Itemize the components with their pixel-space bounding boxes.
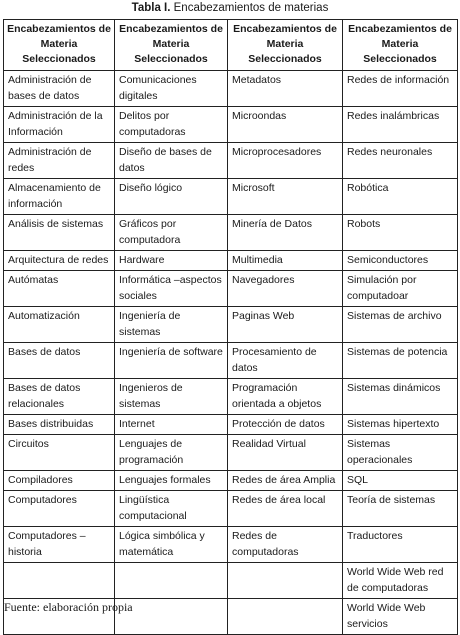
table-cell: Multimedia xyxy=(228,251,343,271)
table-cell: Administración de bases de datos xyxy=(4,71,115,107)
table-row xyxy=(4,563,458,599)
table-cell: Delitos por computadoras xyxy=(115,107,228,143)
table-cell: Metadatos xyxy=(228,71,343,107)
subject-headings-table xyxy=(3,19,458,635)
table-cell: Internet xyxy=(115,415,228,435)
table-cell: Simulación por computadoar xyxy=(343,271,458,307)
table-cell: Redes de área Amplia xyxy=(228,471,343,491)
table-cell xyxy=(228,563,343,599)
table-cell: Gráficos por computadora xyxy=(115,215,228,251)
table-cell: Informática –aspectos sociales xyxy=(115,271,228,307)
column-header: Encabezamientos de Materia Seleccionados xyxy=(343,20,458,71)
table-cell: Ingeniería de sistemas xyxy=(115,307,228,343)
table-cell: Bases de datos xyxy=(4,343,115,379)
table-cell: Sistemas operacionales xyxy=(343,435,458,471)
table-cell: Bases distribuidas xyxy=(4,415,115,435)
table-cell: Administración de redes xyxy=(4,143,115,179)
table-cell: Autómatas xyxy=(4,271,115,307)
table-row xyxy=(4,143,458,179)
table-cell: Microsoft xyxy=(228,179,343,215)
table-row xyxy=(4,71,458,107)
table-cell: Sistemas hipertexto xyxy=(343,415,458,435)
table-cell: Ingeniería de software xyxy=(115,343,228,379)
table-cell: Microprocesadores xyxy=(228,143,343,179)
table-cell: Protección de datos xyxy=(228,415,343,435)
table-cell: Lingüística computacional xyxy=(115,491,228,527)
column-header: Encabezamientos de Materia Seleccionados xyxy=(4,20,115,71)
table-cell: Compiladores xyxy=(4,471,115,491)
table-cell: World Wide Web servicios xyxy=(343,599,458,635)
table-cell: Lenguajes de programación xyxy=(115,435,228,471)
source-note: Fuente: elaboración propia xyxy=(4,600,133,614)
table-row xyxy=(4,107,458,143)
table-cell: Teoría de sistemas xyxy=(343,491,458,527)
table-cell: Sistemas de potencia xyxy=(343,343,458,379)
table-cell: Sistemas de archivo xyxy=(343,307,458,343)
header-row xyxy=(4,20,458,71)
table-cell: Ingenieros de sistemas xyxy=(115,379,228,415)
table-cell xyxy=(115,563,228,599)
table-cell: Bases de datos relacionales xyxy=(4,379,115,415)
table-cell: Redes de computadoras xyxy=(228,527,343,563)
table-cell: Administración de la Información xyxy=(4,107,115,143)
table-caption-label: Tabla I. xyxy=(131,2,171,14)
table-cell: Análisis de sistemas xyxy=(4,215,115,251)
table-cell xyxy=(4,563,115,599)
table-cell: Almacenamiento de información xyxy=(4,179,115,215)
table-row xyxy=(4,343,458,379)
table-cell: Traductores xyxy=(343,527,458,563)
table-row xyxy=(4,491,458,527)
table-cell: Diseño lógico xyxy=(115,179,228,215)
table-cell: Robots xyxy=(343,215,458,251)
table-cell: Automatización xyxy=(4,307,115,343)
table-cell: Diseño de bases de datos xyxy=(115,143,228,179)
table-row xyxy=(4,251,458,271)
table-cell: Robótica xyxy=(343,179,458,215)
table-caption xyxy=(0,1,460,15)
table-cell: Arquitectura de redes xyxy=(4,251,115,271)
table-cell: Programación orientada a objetos xyxy=(228,379,343,415)
table-cell: Sistemas dinámicos xyxy=(343,379,458,415)
table-cell: Computadores –historia xyxy=(4,527,115,563)
table-caption-text: Encabezamientos de materias xyxy=(170,2,329,14)
table-row xyxy=(4,435,458,471)
table-cell: Redes neuronales xyxy=(343,143,458,179)
table-cell: Redes de área local xyxy=(228,491,343,527)
table-cell: Hardware xyxy=(115,251,228,271)
table-cell: Lógica simbólica y matemática xyxy=(115,527,228,563)
table-cell: Lenguajes formales xyxy=(115,471,228,491)
table-cell: Procesamiento de datos xyxy=(228,343,343,379)
table-header xyxy=(4,20,458,71)
table-cell: Computadores xyxy=(4,491,115,527)
table-cell: Circuitos xyxy=(4,435,115,471)
table-row xyxy=(4,307,458,343)
table-row xyxy=(4,379,458,415)
table-cell: Semiconductores xyxy=(343,251,458,271)
column-header: Encabezamientos de Materia Seleccionados xyxy=(115,20,228,71)
table-body xyxy=(4,71,458,635)
table-row xyxy=(4,415,458,435)
table-cell: Comunicaciones digitales xyxy=(115,71,228,107)
table-row xyxy=(4,271,458,307)
table-cell: Paginas Web xyxy=(228,307,343,343)
table-cell xyxy=(228,599,343,635)
table-row xyxy=(4,471,458,491)
table-cell: World Wide Web red de computadoras xyxy=(343,563,458,599)
table-cell: Redes inalámbricas xyxy=(343,107,458,143)
table-cell: Navegadores xyxy=(228,271,343,307)
table-row xyxy=(4,527,458,563)
table-cell: Microondas xyxy=(228,107,343,143)
table-row xyxy=(4,215,458,251)
table-cell: Redes de información xyxy=(343,71,458,107)
column-header: Encabezamientos de Materia Seleccionados xyxy=(228,20,343,71)
table-cell: Realidad Virtual xyxy=(228,435,343,471)
table-row xyxy=(4,179,458,215)
table-cell: SQL xyxy=(343,471,458,491)
table-cell: Minería de Datos xyxy=(228,215,343,251)
